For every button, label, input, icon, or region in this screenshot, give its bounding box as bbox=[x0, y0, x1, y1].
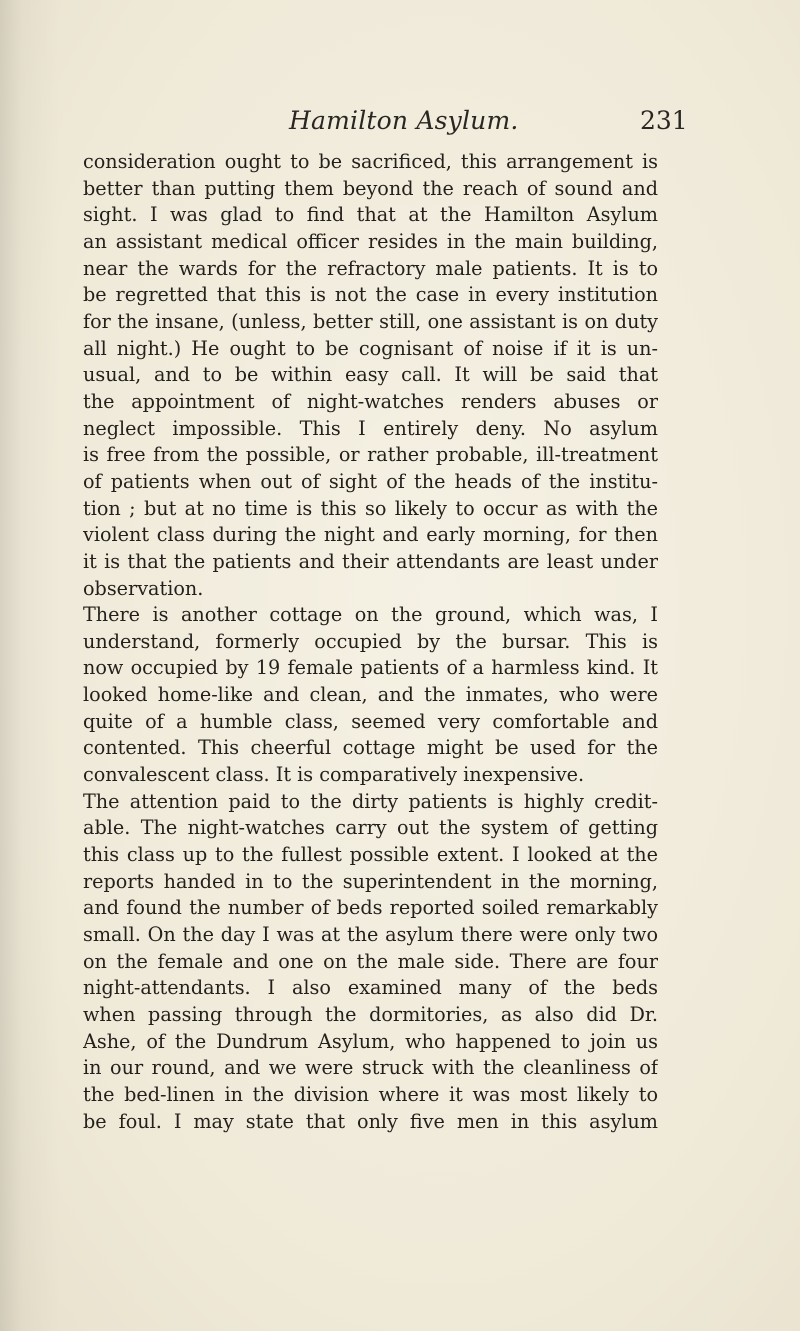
text-line: this class up to the fullest possible extent. I looked at the bbox=[83, 843, 658, 867]
body-text bbox=[83, 149, 658, 1135]
text-line: an assistant medical officer resides in the main building, bbox=[83, 229, 658, 253]
text-line: near the wards for the refractory male patients. It is to bbox=[83, 256, 658, 280]
text-line: tion ; but at no time is this so likely to occur as with the bbox=[83, 496, 658, 520]
text-line: contented. This cheerful cottage might be used for the bbox=[83, 736, 658, 760]
page-header bbox=[0, 106, 800, 142]
text-line: quite of a humble class, seemed very comfortable and bbox=[83, 709, 658, 733]
text-line: be foul. I may state that only five men in this asylum bbox=[83, 1109, 658, 1133]
text-line: the appointment of night-watches renders abuses or bbox=[83, 389, 658, 413]
text-line: able. The night-watches carry out the system of getting bbox=[83, 816, 658, 840]
page-number: 231 bbox=[640, 106, 688, 135]
text-line: the bed-linen in the division where it was most likely to bbox=[83, 1082, 658, 1106]
text-line: violent class during the night and early morning, for then bbox=[83, 523, 658, 547]
text-line: usual, and to be within easy call. It will be said that bbox=[83, 363, 658, 387]
text-line: it is that the patients and their attendants are least under bbox=[83, 549, 658, 573]
text-line: There is another cottage on the ground, which was, I bbox=[83, 603, 658, 627]
text-line: when passing through the dormitories, as also did Dr. bbox=[83, 1003, 658, 1026]
text-line: small. On the day I was at the asylum there were only two bbox=[83, 923, 658, 947]
text-line: night-attendants. I also examined many of the beds bbox=[83, 976, 658, 1000]
text-line: reports handed in to the superintendent in the morning, bbox=[83, 869, 658, 893]
text-line: consideration ought to be sacrificed, this arrangement is bbox=[83, 150, 658, 173]
text-line: be regretted that this is not the case in every institution bbox=[83, 283, 658, 307]
text-line: neglect impossible. This I entirely deny. No asylum bbox=[83, 416, 658, 440]
text-line: understand, formerly occupied by the bursar. This is bbox=[83, 629, 658, 653]
text-line-paragraph-end: observation. bbox=[83, 576, 204, 600]
text-line: better than putting them beyond the reach of sound and bbox=[83, 176, 658, 200]
text-line: looked home-like and clean, and the inmates, who were bbox=[83, 683, 658, 707]
text-line: sight. I was glad to find that at the Hamilton Asylum bbox=[83, 203, 658, 227]
text-line: and found the number of beds reported soiled remarkably bbox=[83, 896, 658, 920]
text-line: The attention paid to the dirty patients is highly credit- bbox=[83, 789, 658, 813]
text-line: now occupied by 19 female patients of a harmless kind. It bbox=[83, 656, 658, 680]
running-title: Hamilton Asylum. bbox=[289, 106, 519, 135]
text-line: for the insane, (unless, better still, one assistant is on duty bbox=[83, 309, 658, 333]
text-line: is free from the possible, or rather probable, ill-treatment bbox=[83, 443, 658, 467]
text-line: all night.) He ought to be cognisant of noise if it is un- bbox=[83, 336, 658, 360]
text-line: Ashe, of the Dundrum Asylum, who happened to join us bbox=[83, 1029, 658, 1053]
text-line: on the female and one on the male side. There are four bbox=[83, 949, 658, 973]
text-line-paragraph-end: convalescent class. It is comparatively inexpensive. bbox=[83, 763, 585, 787]
text-line: in our round, and we were struck with the cleanliness of bbox=[83, 1056, 658, 1080]
text-line: of patients when out of sight of the heads of the institu- bbox=[83, 469, 658, 493]
